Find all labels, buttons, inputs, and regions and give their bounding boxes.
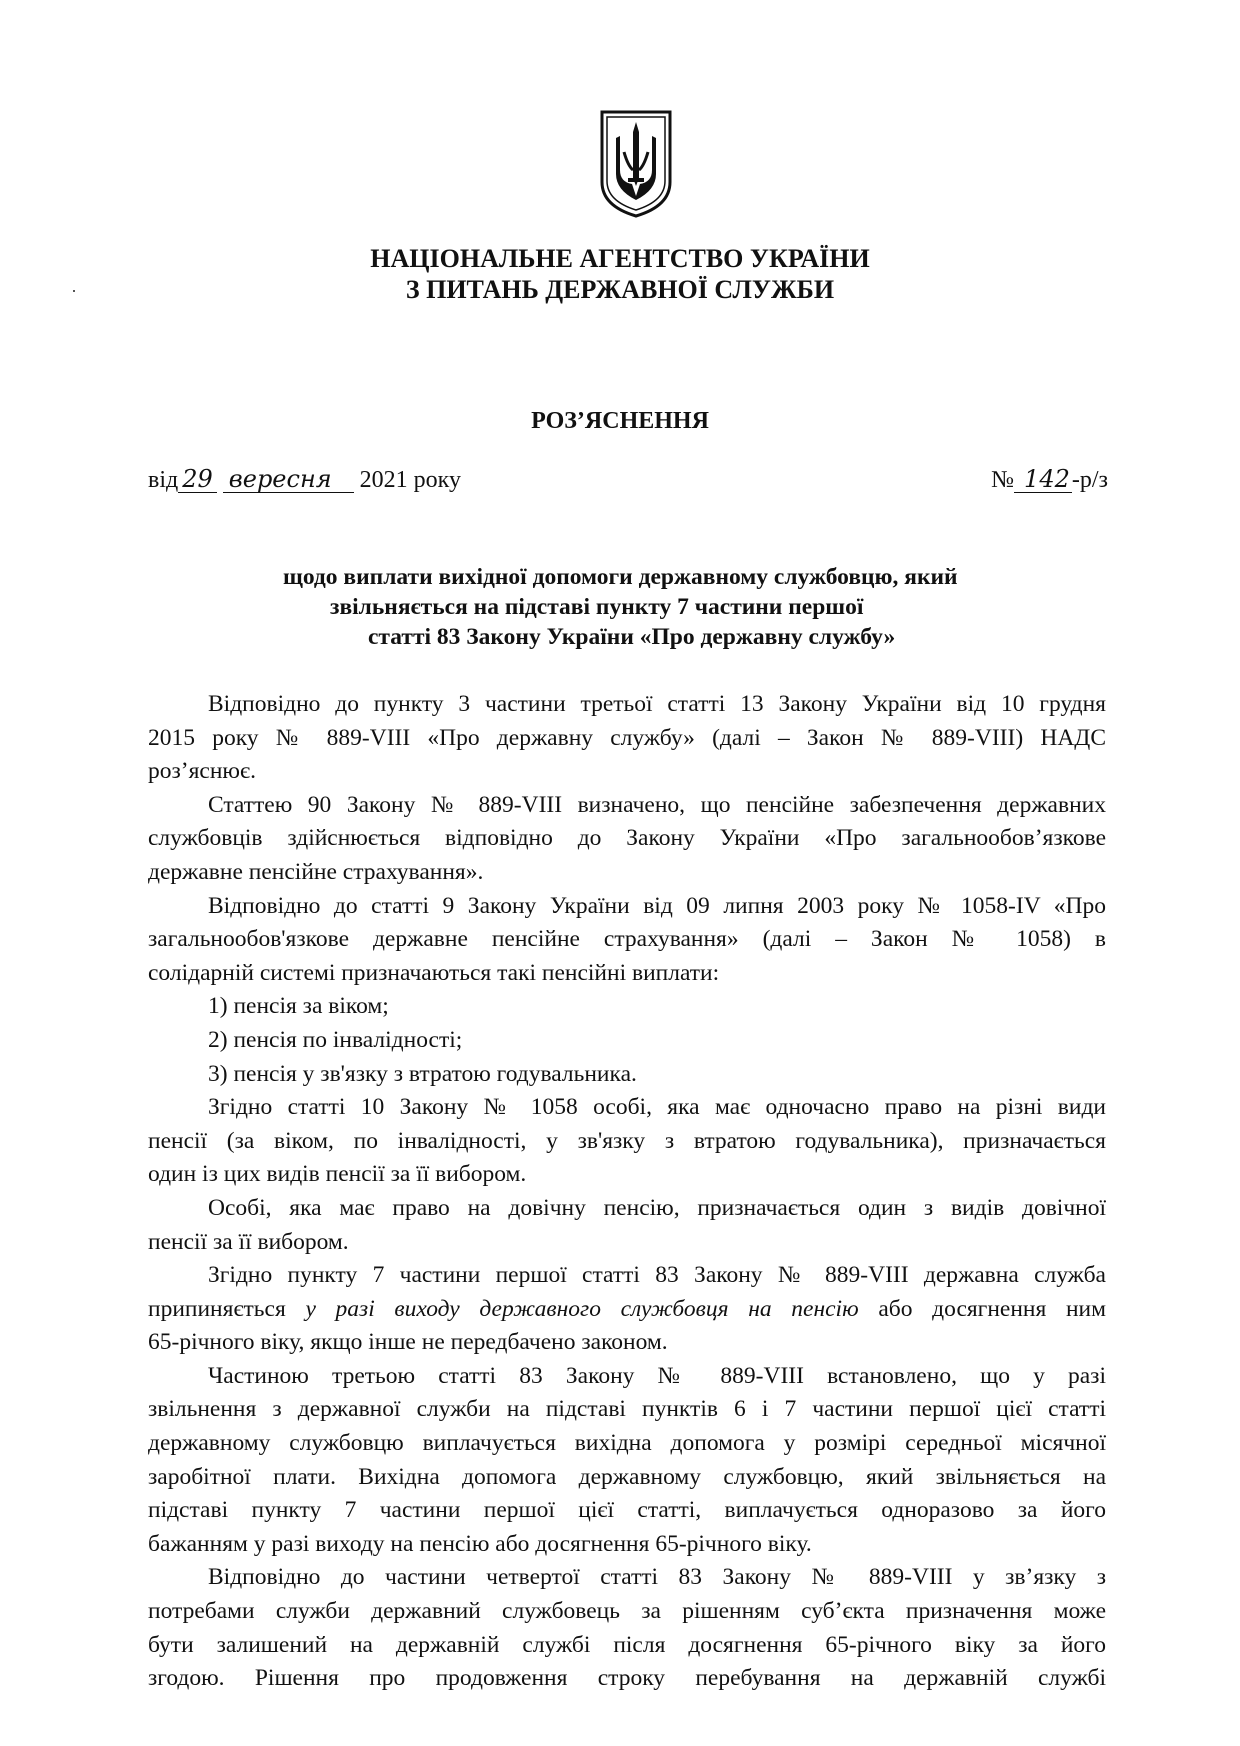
text-segment: 2015 року № 889-VIII «Про державну службу» (далі – Закон № 889-VIII) НАДС	[148, 724, 1106, 751]
text-segment: 2) пенсія по інвалідності;	[208, 1026, 463, 1053]
body-text-line	[148, 1293, 1106, 1327]
subject-line: звільняється на підставі пункту 7 частини першої	[330, 594, 864, 620]
subject-line: щодо виплати вихідної допомоги державному службовцю, який	[283, 564, 958, 590]
body-text-line	[148, 1024, 1106, 1058]
text-segment: пенсії (за віком, по інвалідності, у зв'язку з втратою годувальника), призначається	[148, 1127, 1106, 1154]
document-date	[148, 466, 461, 494]
text-segment: один із цих видів пенсії за її вибором.	[148, 1161, 527, 1188]
text-segment: державне пенсійне страхування».	[148, 858, 484, 885]
text-segment: державному службовцю виплачується вихідна допомога у розмірі середньої місячної	[148, 1430, 1106, 1457]
document-type: РОЗ’ЯСНЕННЯ	[531, 408, 709, 434]
text-segment: Відповідно до частини четвертої статті 83 Закону № 889-VIII у зв’язку з	[208, 1564, 1106, 1591]
text-segment: заробітної плати. Вихідна допомога державному службовцю, який звільняється на	[148, 1463, 1106, 1490]
body-text-line	[148, 856, 1106, 890]
body-text-line	[148, 1158, 1106, 1192]
document-number	[991, 466, 1108, 494]
text-segment: або досягнення ним	[858, 1295, 1106, 1322]
body-text-line	[148, 1427, 1106, 1461]
body-text-line	[148, 688, 1106, 722]
text-segment: Відповідно до статті 9 Закону України від 09 липня 2003 року № 1058-IV «Про	[208, 892, 1106, 919]
organization-name-line1: НАЦІОНАЛЬНЕ АГЕНТСТВО УКРАЇНИ	[370, 244, 870, 273]
subject-line: статті 83 Закону України «Про державну службу»	[368, 624, 896, 650]
text-segment: Відповідно до пункту 3 частини третьої статті 13 Закону України від 10 грудня	[208, 691, 1106, 717]
handwritten-number: 142	[1014, 466, 1072, 493]
document-body	[148, 688, 1106, 1696]
body-text-line	[148, 1629, 1106, 1663]
body-text-line	[148, 1226, 1106, 1260]
text-segment: звільнення з державної служби на підставі пунктів 6 і 7 частини першої цієї статті	[148, 1396, 1106, 1423]
text-segment: Статтею 90 Закону № 889-VIII визначено, що пенсійне забезпечення державних	[208, 791, 1106, 818]
body-text-line	[148, 1461, 1106, 1495]
body-text-line	[148, 1125, 1106, 1159]
text-segment: загальнообов'язкове державне пенсійне страхування» (далі – Закон № 1058) в	[148, 926, 1106, 953]
body-text-line	[148, 990, 1106, 1024]
text-segment: Згідно пункту 7 частини першої статті 83 Закону № 889-VIII державна служба	[208, 1262, 1106, 1289]
handwritten-day: 29	[178, 466, 217, 493]
text-segment: припиняється	[148, 1295, 306, 1322]
text-segment: солідарній системі призначаються такі пенсійні виплати:	[148, 959, 720, 986]
number-prefix: №	[991, 467, 1015, 493]
text-segment: підставі пункту 7 частини першої цієї статті, виплачується одноразово за його	[148, 1497, 1106, 1524]
document-subject	[0, 562, 1240, 652]
text-segment: 3) пенсія у зв'язку з втратою годувальника.	[208, 1060, 637, 1087]
italic-emphasis: у разі виходу державного службовця на пенсію	[305, 1295, 859, 1322]
text-segment: Згідно статті 10 Закону № 1058 особі, яка має одночасно право на різні види	[208, 1094, 1106, 1121]
text-segment: потребами служби державний службовець за рішенням суб’єкта призначення може	[148, 1598, 1106, 1625]
body-text-line	[148, 1058, 1106, 1092]
handwritten-month: вересня	[223, 466, 354, 493]
body-text-line	[148, 1360, 1106, 1394]
body-text-line	[148, 1561, 1106, 1595]
body-text-line	[148, 822, 1106, 856]
body-text-line	[148, 957, 1106, 991]
date-prefix: від	[148, 467, 179, 493]
text-segment: пенсії за її вибором.	[148, 1228, 349, 1255]
body-text-line	[148, 1259, 1106, 1293]
body-text-line	[148, 1494, 1106, 1528]
body-text-line	[148, 1528, 1106, 1562]
text-segment: роз’яснює.	[148, 758, 256, 785]
text-segment: 65-річного віку, якщо інше не передбачено законом.	[148, 1329, 668, 1356]
body-text-line	[148, 1326, 1106, 1360]
text-segment: Особі, яка має право на довічну пенсію, призначається один з видів довічної	[208, 1194, 1106, 1221]
date-year: 2021 року	[359, 467, 461, 493]
body-text-line	[148, 1091, 1106, 1125]
body-text-line	[148, 1192, 1106, 1226]
body-text-line	[148, 789, 1106, 823]
body-text-line	[148, 1662, 1106, 1696]
coat-of-arms-emblem	[598, 108, 674, 220]
body-text-line	[148, 722, 1106, 756]
text-segment: згодою. Рішення про продовження строку перебування на державній службі	[148, 1665, 1106, 1692]
body-text-line	[148, 1393, 1106, 1427]
number-suffix: -р/з	[1071, 467, 1108, 493]
body-text-line	[148, 923, 1106, 957]
body-text-line	[148, 755, 1106, 789]
text-segment: 1) пенсія за віком;	[208, 993, 389, 1020]
text-segment: бути залишений на державній службі після досягнення 65-річного віку за його	[148, 1631, 1106, 1658]
text-segment: службовців здійснюється відповідно до Закону України «Про загальнообов’язкове	[148, 825, 1106, 852]
text-segment: Частиною третьою статті 83 Закону № 889-VIII встановлено, що у разі	[208, 1362, 1106, 1389]
body-text-line	[148, 890, 1106, 924]
organization-name-line2: З ПИТАНЬ ДЕРЖАВНОЇ СЛУЖБИ	[405, 275, 835, 304]
body-text-line	[148, 1595, 1106, 1629]
text-segment: бажанням у разі виходу на пенсію або досягнення 65-річного віку.	[148, 1530, 812, 1557]
